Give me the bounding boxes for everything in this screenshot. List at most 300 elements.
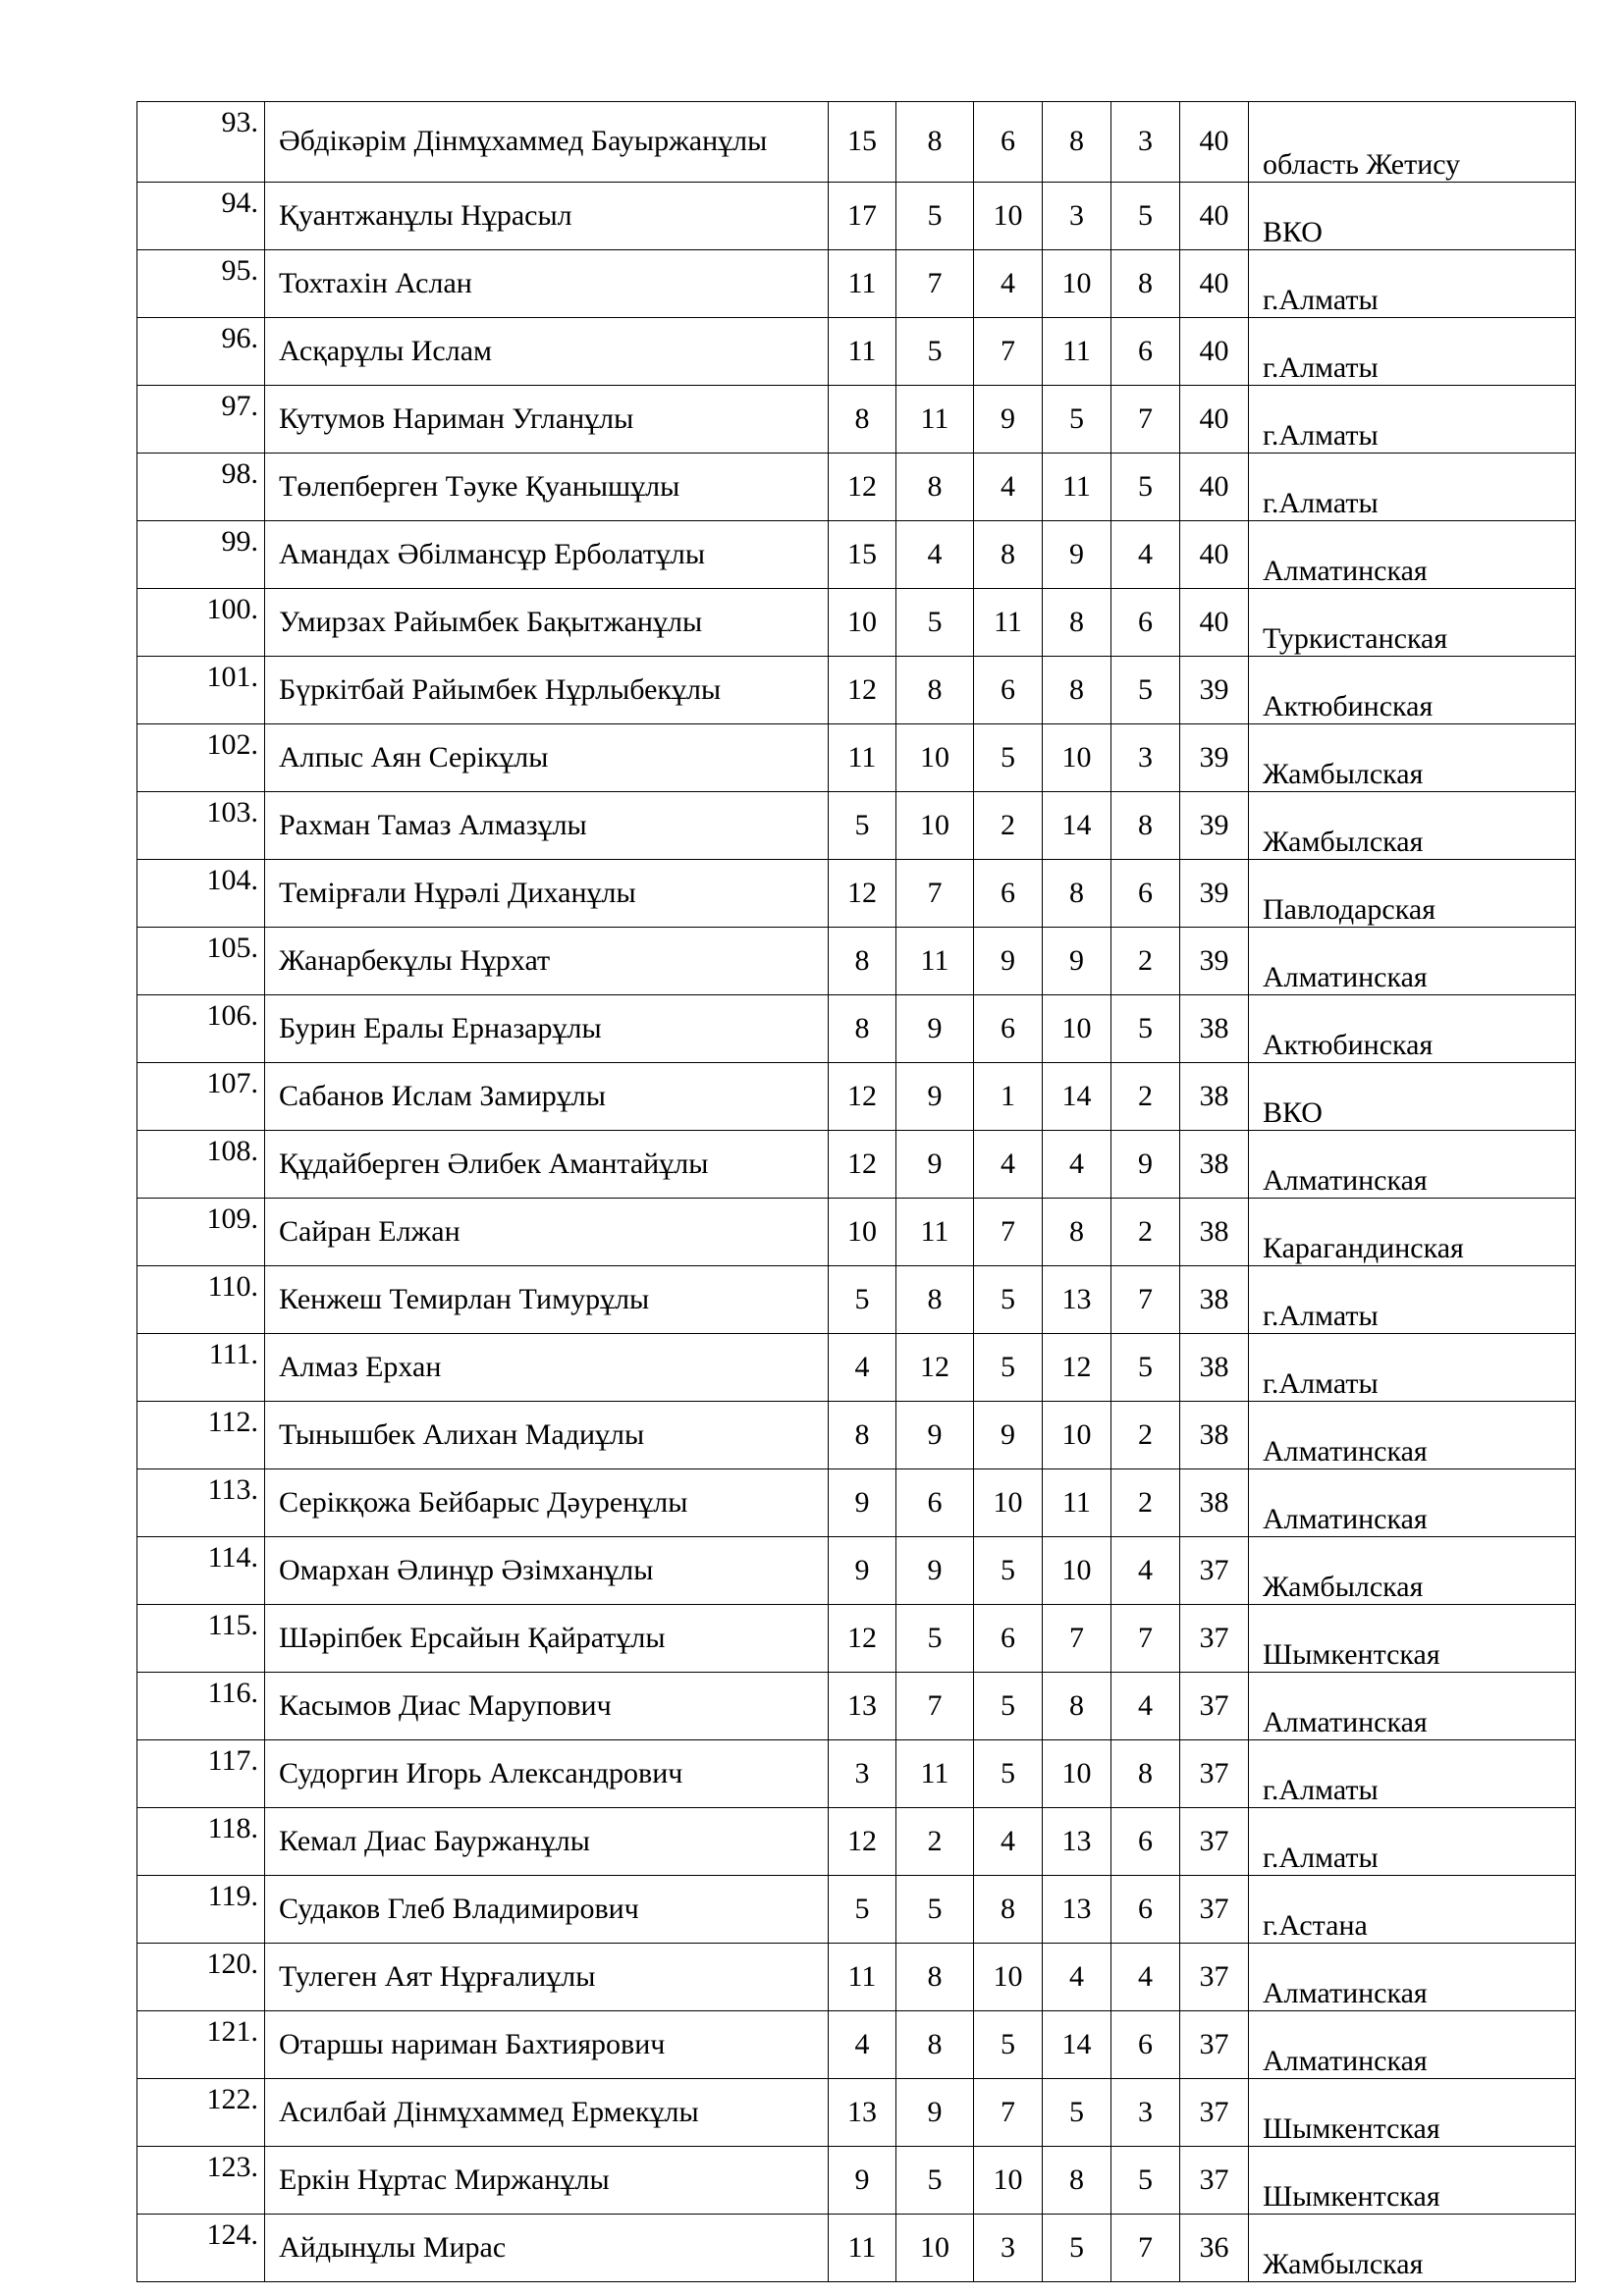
- region-cell: г.Алматы: [1249, 386, 1576, 454]
- region-cell: Алматинская: [1249, 1673, 1576, 1740]
- score-1-cell: 12: [829, 657, 896, 724]
- score-1-cell: 17: [829, 183, 896, 250]
- row-number-cell: 101.: [137, 657, 265, 724]
- score-1-cell: 8: [829, 1402, 896, 1469]
- score-1-cell: 10: [829, 1199, 896, 1266]
- score-1-cell: 15: [829, 521, 896, 589]
- score-4-cell: 5: [1043, 386, 1111, 454]
- score-2-cell: 5: [896, 2147, 974, 2215]
- score-3-cell: 6: [974, 1605, 1043, 1673]
- score-4-cell: 10: [1043, 724, 1111, 792]
- score-4-cell: 8: [1043, 102, 1111, 183]
- score-4-cell: 8: [1043, 860, 1111, 928]
- score-4-cell: 10: [1043, 1537, 1111, 1605]
- total-score-cell: 37: [1180, 1808, 1249, 1876]
- score-4-cell: 8: [1043, 657, 1111, 724]
- score-1-cell: 4: [829, 1334, 896, 1402]
- total-score-cell: 40: [1180, 521, 1249, 589]
- total-score-cell: 40: [1180, 250, 1249, 318]
- score-1-cell: 12: [829, 1131, 896, 1199]
- total-score-cell: 40: [1180, 454, 1249, 521]
- score-5-cell: 6: [1111, 860, 1180, 928]
- score-2-cell: 10: [896, 792, 974, 860]
- score-5-cell: 6: [1111, 318, 1180, 386]
- table-row: [137, 250, 1576, 318]
- table-row: [137, 318, 1576, 386]
- score-3-cell: 5: [974, 724, 1043, 792]
- region-cell: Шымкентская: [1249, 2079, 1576, 2147]
- score-1-cell: 13: [829, 2079, 896, 2147]
- score-3-cell: 5: [974, 1740, 1043, 1808]
- participant-name-cell: Айдынұлы Мирас: [265, 2215, 829, 2282]
- total-score-cell: 37: [1180, 1876, 1249, 1944]
- score-1-cell: 12: [829, 1063, 896, 1131]
- score-5-cell: 7: [1111, 2215, 1180, 2282]
- row-number-cell: 116.: [137, 1673, 265, 1740]
- score-2-cell: 6: [896, 1469, 974, 1537]
- score-3-cell: 4: [974, 1808, 1043, 1876]
- score-4-cell: 8: [1043, 1673, 1111, 1740]
- score-5-cell: 6: [1111, 1808, 1180, 1876]
- table-row: [137, 2147, 1576, 2215]
- score-5-cell: 7: [1111, 1266, 1180, 1334]
- score-4-cell: 4: [1043, 1131, 1111, 1199]
- score-3-cell: 3: [974, 2215, 1043, 2282]
- score-5-cell: 5: [1111, 657, 1180, 724]
- participant-name-cell: Шәріпбек Ерсайын Қайратұлы: [265, 1605, 829, 1673]
- score-2-cell: 10: [896, 724, 974, 792]
- score-1-cell: 10: [829, 589, 896, 657]
- participant-name-cell: Асилбай Дінмұхаммед Ермекұлы: [265, 2079, 829, 2147]
- score-5-cell: 4: [1111, 1673, 1180, 1740]
- score-1-cell: 12: [829, 860, 896, 928]
- participant-name-cell: Сабанов Ислам Замирұлы: [265, 1063, 829, 1131]
- region-cell: г.Алматы: [1249, 1808, 1576, 1876]
- score-1-cell: 5: [829, 1266, 896, 1334]
- score-3-cell: 6: [974, 995, 1043, 1063]
- participant-name-cell: Омархан Әлинұр Әзімханұлы: [265, 1537, 829, 1605]
- table-row: [137, 1673, 1576, 1740]
- score-4-cell: 7: [1043, 1605, 1111, 1673]
- score-4-cell: 4: [1043, 1944, 1111, 2011]
- total-score-cell: 40: [1180, 589, 1249, 657]
- score-3-cell: 9: [974, 928, 1043, 995]
- score-4-cell: 8: [1043, 2147, 1111, 2215]
- total-score-cell: 37: [1180, 1944, 1249, 2011]
- row-number-cell: 112.: [137, 1402, 265, 1469]
- results-table: [136, 101, 1576, 2282]
- region-cell: ВКО: [1249, 183, 1576, 250]
- score-4-cell: 5: [1043, 2215, 1111, 2282]
- score-1-cell: 13: [829, 1673, 896, 1740]
- participant-name-cell: Төлепберген Тәуке Қуанышұлы: [265, 454, 829, 521]
- row-number-cell: 118.: [137, 1808, 265, 1876]
- score-3-cell: 6: [974, 102, 1043, 183]
- participant-name-cell: Сайран Елжан: [265, 1199, 829, 1266]
- score-4-cell: 14: [1043, 792, 1111, 860]
- table-row: [137, 102, 1576, 183]
- total-score-cell: 40: [1180, 102, 1249, 183]
- participant-name-cell: Асқарұлы Ислам: [265, 318, 829, 386]
- region-cell: г.Алматы: [1249, 1266, 1576, 1334]
- score-5-cell: 2: [1111, 1402, 1180, 1469]
- score-5-cell: 6: [1111, 2011, 1180, 2079]
- participant-name-cell: Касымов Диас Марупович: [265, 1673, 829, 1740]
- score-4-cell: 10: [1043, 995, 1111, 1063]
- row-number-cell: 104.: [137, 860, 265, 928]
- participant-name-cell: Кемал Диас Бауржанұлы: [265, 1808, 829, 1876]
- score-2-cell: 11: [896, 386, 974, 454]
- score-2-cell: 11: [896, 928, 974, 995]
- region-cell: Карагандинская: [1249, 1199, 1576, 1266]
- score-4-cell: 12: [1043, 1334, 1111, 1402]
- region-cell: г.Алматы: [1249, 250, 1576, 318]
- row-number-cell: 100.: [137, 589, 265, 657]
- total-score-cell: 37: [1180, 1537, 1249, 1605]
- score-4-cell: 8: [1043, 589, 1111, 657]
- score-1-cell: 9: [829, 1469, 896, 1537]
- table-row: [137, 2215, 1576, 2282]
- score-3-cell: 5: [974, 1334, 1043, 1402]
- total-score-cell: 38: [1180, 1334, 1249, 1402]
- score-3-cell: 6: [974, 657, 1043, 724]
- table-row: [137, 183, 1576, 250]
- row-number-cell: 105.: [137, 928, 265, 995]
- score-4-cell: 10: [1043, 250, 1111, 318]
- table-row: [137, 521, 1576, 589]
- score-2-cell: 5: [896, 183, 974, 250]
- table-row: [137, 1740, 1576, 1808]
- region-cell: Алматинская: [1249, 521, 1576, 589]
- region-cell: Алматинская: [1249, 2011, 1576, 2079]
- total-score-cell: 40: [1180, 183, 1249, 250]
- score-5-cell: 5: [1111, 454, 1180, 521]
- table-row: [137, 1537, 1576, 1605]
- score-4-cell: 3: [1043, 183, 1111, 250]
- total-score-cell: 40: [1180, 386, 1249, 454]
- region-cell: Шымкентская: [1249, 1605, 1576, 1673]
- score-2-cell: 8: [896, 1266, 974, 1334]
- row-number-cell: 93.: [137, 102, 265, 183]
- score-1-cell: 8: [829, 928, 896, 995]
- total-score-cell: 39: [1180, 792, 1249, 860]
- score-4-cell: 9: [1043, 521, 1111, 589]
- score-4-cell: 13: [1043, 1266, 1111, 1334]
- score-2-cell: 9: [896, 1537, 974, 1605]
- region-cell: г.Алматы: [1249, 1334, 1576, 1402]
- table-row: [137, 1063, 1576, 1131]
- row-number-cell: 109.: [137, 1199, 265, 1266]
- results-table-body: [137, 102, 1576, 2282]
- total-score-cell: 38: [1180, 995, 1249, 1063]
- score-4-cell: 10: [1043, 1740, 1111, 1808]
- participant-name-cell: Темірғали Нұрәлі Диханұлы: [265, 860, 829, 928]
- total-score-cell: 38: [1180, 1402, 1249, 1469]
- row-number-cell: 103.: [137, 792, 265, 860]
- table-row: [137, 454, 1576, 521]
- region-cell: Алматинская: [1249, 928, 1576, 995]
- score-3-cell: 6: [974, 860, 1043, 928]
- score-2-cell: 5: [896, 1876, 974, 1944]
- score-2-cell: 5: [896, 318, 974, 386]
- total-score-cell: 36: [1180, 2215, 1249, 2282]
- region-cell: Актюбинская: [1249, 657, 1576, 724]
- participant-name-cell: Амандах Әбілмансұр Ерболатұлы: [265, 521, 829, 589]
- score-3-cell: 5: [974, 1266, 1043, 1334]
- table-row: [137, 1469, 1576, 1537]
- total-score-cell: 38: [1180, 1199, 1249, 1266]
- score-2-cell: 9: [896, 1063, 974, 1131]
- score-2-cell: 9: [896, 1131, 974, 1199]
- score-1-cell: 12: [829, 454, 896, 521]
- score-1-cell: 11: [829, 2215, 896, 2282]
- region-cell: г.Астана: [1249, 1876, 1576, 1944]
- row-number-cell: 98.: [137, 454, 265, 521]
- score-2-cell: 5: [896, 589, 974, 657]
- total-score-cell: 38: [1180, 1063, 1249, 1131]
- total-score-cell: 39: [1180, 928, 1249, 995]
- score-4-cell: 13: [1043, 1808, 1111, 1876]
- score-3-cell: 10: [974, 2147, 1043, 2215]
- score-1-cell: 11: [829, 724, 896, 792]
- total-score-cell: 37: [1180, 1740, 1249, 1808]
- score-5-cell: 4: [1111, 521, 1180, 589]
- score-1-cell: 3: [829, 1740, 896, 1808]
- region-cell: Жамбылская: [1249, 1537, 1576, 1605]
- score-5-cell: 3: [1111, 2079, 1180, 2147]
- row-number-cell: 94.: [137, 183, 265, 250]
- table-row: [137, 792, 1576, 860]
- score-3-cell: 9: [974, 386, 1043, 454]
- score-3-cell: 8: [974, 521, 1043, 589]
- score-2-cell: 10: [896, 2215, 974, 2282]
- participant-name-cell: Құдайберген Әлибек Амантайұлы: [265, 1131, 829, 1199]
- score-3-cell: 5: [974, 1673, 1043, 1740]
- table-row: [137, 724, 1576, 792]
- score-5-cell: 2: [1111, 1199, 1180, 1266]
- row-number-cell: 115.: [137, 1605, 265, 1673]
- region-cell: область Жетису: [1249, 102, 1576, 183]
- participant-name-cell: Кутумов Нариман Угланұлы: [265, 386, 829, 454]
- row-number-cell: 102.: [137, 724, 265, 792]
- score-5-cell: 5: [1111, 995, 1180, 1063]
- participant-name-cell: Умирзах Райымбек Бақытжанұлы: [265, 589, 829, 657]
- score-3-cell: 4: [974, 250, 1043, 318]
- total-score-cell: 38: [1180, 1131, 1249, 1199]
- participant-name-cell: Алпыс Аян Серікұлы: [265, 724, 829, 792]
- participant-name-cell: Бүркітбай Райымбек Нұрлыбекұлы: [265, 657, 829, 724]
- table-row: [137, 589, 1576, 657]
- table-row: [137, 1944, 1576, 2011]
- row-number-cell: 121.: [137, 2011, 265, 2079]
- row-number-cell: 97.: [137, 386, 265, 454]
- participant-name-cell: Жанарбекұлы Нұрхат: [265, 928, 829, 995]
- table-row: [137, 2011, 1576, 2079]
- row-number-cell: 117.: [137, 1740, 265, 1808]
- total-score-cell: 40: [1180, 318, 1249, 386]
- score-4-cell: 14: [1043, 2011, 1111, 2079]
- row-number-cell: 107.: [137, 1063, 265, 1131]
- score-5-cell: 2: [1111, 1063, 1180, 1131]
- score-5-cell: 8: [1111, 792, 1180, 860]
- score-2-cell: 8: [896, 102, 974, 183]
- total-score-cell: 39: [1180, 657, 1249, 724]
- score-1-cell: 11: [829, 250, 896, 318]
- region-cell: Алматинская: [1249, 1131, 1576, 1199]
- table-row: [137, 860, 1576, 928]
- region-cell: Алматинская: [1249, 1944, 1576, 2011]
- score-2-cell: 7: [896, 860, 974, 928]
- score-1-cell: 8: [829, 386, 896, 454]
- score-3-cell: 4: [974, 1131, 1043, 1199]
- total-score-cell: 38: [1180, 1469, 1249, 1537]
- row-number-cell: 120.: [137, 1944, 265, 2011]
- total-score-cell: 37: [1180, 2147, 1249, 2215]
- participant-name-cell: Тулеген Аят Нұрғалиұлы: [265, 1944, 829, 2011]
- score-2-cell: 9: [896, 2079, 974, 2147]
- score-4-cell: 11: [1043, 318, 1111, 386]
- score-5-cell: 8: [1111, 1740, 1180, 1808]
- table-row: [137, 1334, 1576, 1402]
- participant-name-cell: Әбдікәрім Дінмұхаммед Бауыржанұлы: [265, 102, 829, 183]
- table-row: [137, 657, 1576, 724]
- table-row: [137, 1131, 1576, 1199]
- participant-name-cell: Отаршы нариман Бахтиярович: [265, 2011, 829, 2079]
- row-number-cell: 108.: [137, 1131, 265, 1199]
- score-2-cell: 11: [896, 1199, 974, 1266]
- row-number-cell: 124.: [137, 2215, 265, 2282]
- region-cell: Туркистанская: [1249, 589, 1576, 657]
- score-3-cell: 4: [974, 454, 1043, 521]
- row-number-cell: 110.: [137, 1266, 265, 1334]
- table-row: [137, 2079, 1576, 2147]
- participant-name-cell: Судоргин Игорь Александрович: [265, 1740, 829, 1808]
- table-row: [137, 1605, 1576, 1673]
- region-cell: Жамбылская: [1249, 792, 1576, 860]
- score-3-cell: 10: [974, 1469, 1043, 1537]
- score-4-cell: 5: [1043, 2079, 1111, 2147]
- score-5-cell: 2: [1111, 1469, 1180, 1537]
- score-5-cell: 6: [1111, 1876, 1180, 1944]
- score-3-cell: 7: [974, 1199, 1043, 1266]
- score-3-cell: 9: [974, 1402, 1043, 1469]
- total-score-cell: 37: [1180, 1673, 1249, 1740]
- table-row: [137, 928, 1576, 995]
- row-number-cell: 99.: [137, 521, 265, 589]
- table-row: [137, 1199, 1576, 1266]
- score-4-cell: 11: [1043, 1469, 1111, 1537]
- score-5-cell: 8: [1111, 250, 1180, 318]
- score-3-cell: 7: [974, 318, 1043, 386]
- participant-name-cell: Серікқожа Бейбарыс Дәуренұлы: [265, 1469, 829, 1537]
- region-cell: Павлодарская: [1249, 860, 1576, 928]
- participant-name-cell: Тохтахін Аслан: [265, 250, 829, 318]
- score-2-cell: 7: [896, 250, 974, 318]
- score-1-cell: 5: [829, 1876, 896, 1944]
- row-number-cell: 95.: [137, 250, 265, 318]
- score-2-cell: 4: [896, 521, 974, 589]
- table-row: [137, 1266, 1576, 1334]
- participant-name-cell: Қуантжанұлы Нұрасыл: [265, 183, 829, 250]
- score-1-cell: 12: [829, 1605, 896, 1673]
- total-score-cell: 37: [1180, 2079, 1249, 2147]
- score-3-cell: 7: [974, 2079, 1043, 2147]
- score-2-cell: 12: [896, 1334, 974, 1402]
- score-4-cell: 9: [1043, 928, 1111, 995]
- region-cell: Актюбинская: [1249, 995, 1576, 1063]
- participant-name-cell: Еркін Нұртас Миржанұлы: [265, 2147, 829, 2215]
- score-4-cell: 10: [1043, 1402, 1111, 1469]
- score-5-cell: 4: [1111, 1944, 1180, 2011]
- score-5-cell: 4: [1111, 1537, 1180, 1605]
- participant-name-cell: Рахман Тамаз Алмазұлы: [265, 792, 829, 860]
- score-5-cell: 3: [1111, 724, 1180, 792]
- score-5-cell: 5: [1111, 183, 1180, 250]
- region-cell: ВКО: [1249, 1063, 1576, 1131]
- score-2-cell: 8: [896, 1944, 974, 2011]
- score-4-cell: 11: [1043, 454, 1111, 521]
- score-1-cell: 8: [829, 995, 896, 1063]
- region-cell: г.Алматы: [1249, 1740, 1576, 1808]
- score-1-cell: 15: [829, 102, 896, 183]
- score-5-cell: 3: [1111, 102, 1180, 183]
- score-2-cell: 9: [896, 995, 974, 1063]
- score-1-cell: 9: [829, 1537, 896, 1605]
- total-score-cell: 38: [1180, 1266, 1249, 1334]
- score-3-cell: 10: [974, 1944, 1043, 2011]
- score-5-cell: 5: [1111, 2147, 1180, 2215]
- score-2-cell: 8: [896, 454, 974, 521]
- region-cell: Алматинская: [1249, 1402, 1576, 1469]
- participant-name-cell: Бурин Ералы Ерназарұлы: [265, 995, 829, 1063]
- score-3-cell: 1: [974, 1063, 1043, 1131]
- row-number-cell: 111.: [137, 1334, 265, 1402]
- region-cell: Шымкентская: [1249, 2147, 1576, 2215]
- total-score-cell: 37: [1180, 1605, 1249, 1673]
- table-row: [137, 1876, 1576, 1944]
- score-3-cell: 11: [974, 589, 1043, 657]
- score-5-cell: 5: [1111, 1334, 1180, 1402]
- participant-name-cell: Кенжеш Темирлан Тимурұлы: [265, 1266, 829, 1334]
- row-number-cell: 114.: [137, 1537, 265, 1605]
- score-2-cell: 8: [896, 2011, 974, 2079]
- score-2-cell: 9: [896, 1402, 974, 1469]
- score-2-cell: 5: [896, 1605, 974, 1673]
- score-1-cell: 11: [829, 1944, 896, 2011]
- score-5-cell: 7: [1111, 386, 1180, 454]
- row-number-cell: 119.: [137, 1876, 265, 1944]
- total-score-cell: 39: [1180, 860, 1249, 928]
- region-cell: г.Алматы: [1249, 318, 1576, 386]
- row-number-cell: 106.: [137, 995, 265, 1063]
- table-row: [137, 1808, 1576, 1876]
- score-4-cell: 8: [1043, 1199, 1111, 1266]
- score-5-cell: 6: [1111, 589, 1180, 657]
- table-row: [137, 995, 1576, 1063]
- score-1-cell: 9: [829, 2147, 896, 2215]
- score-1-cell: 5: [829, 792, 896, 860]
- score-1-cell: 4: [829, 2011, 896, 2079]
- participant-name-cell: Алмаз Ерхан: [265, 1334, 829, 1402]
- score-3-cell: 5: [974, 2011, 1043, 2079]
- score-5-cell: 7: [1111, 1605, 1180, 1673]
- score-3-cell: 5: [974, 1537, 1043, 1605]
- total-score-cell: 39: [1180, 724, 1249, 792]
- score-2-cell: 7: [896, 1673, 974, 1740]
- score-3-cell: 2: [974, 792, 1043, 860]
- participant-name-cell: Тынышбек Алихан Мадиұлы: [265, 1402, 829, 1469]
- score-3-cell: 10: [974, 183, 1043, 250]
